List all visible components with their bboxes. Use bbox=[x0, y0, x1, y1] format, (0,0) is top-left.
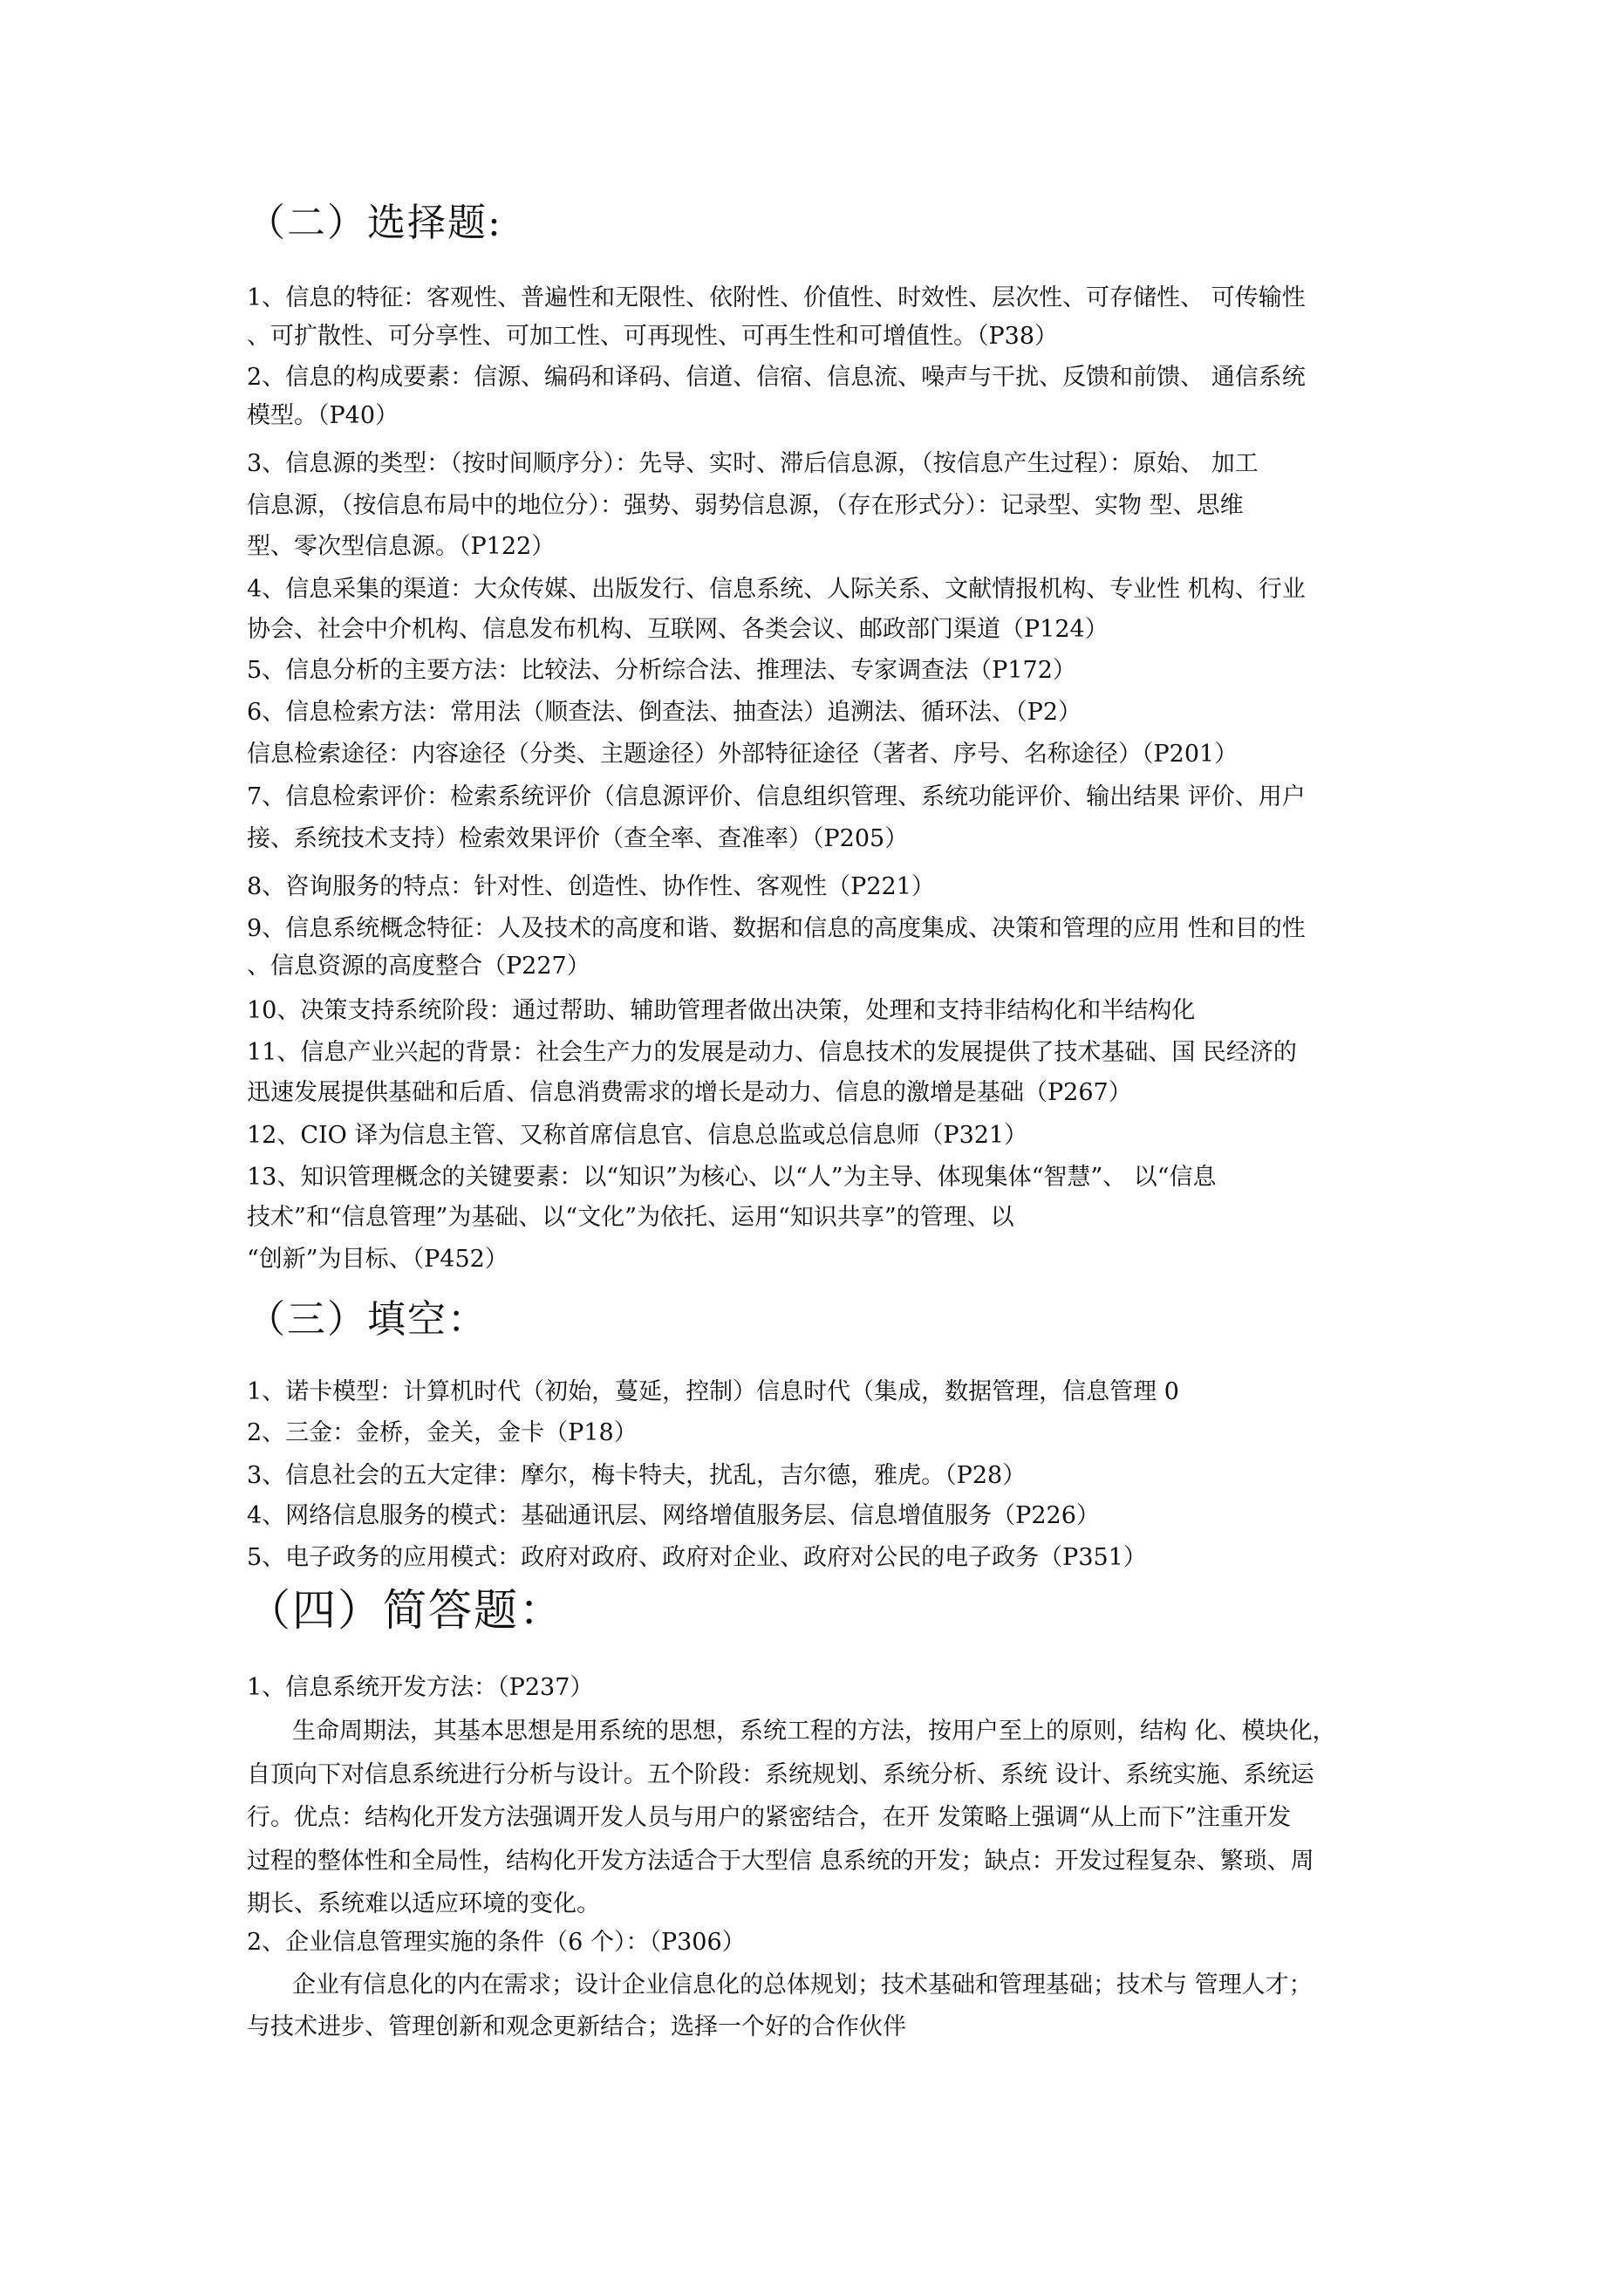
text-line: 5、信息分析的主要方法：比较法、分析综合法、推理法、专家调查法（P172） bbox=[247, 657, 1076, 684]
text-line: 、可扩散性、可分享性、可加工性、可再现性、可再生性和可增值性。（P38） bbox=[247, 323, 1059, 350]
question-title: 1、信息系统开发方法：（P237） bbox=[247, 1674, 594, 1701]
paragraph-line: 过程的整体性和全局性，结构化开发方法适合于大型信 息系统的开发；缺点：开发过程复杂、繁琐、周 bbox=[247, 1848, 1314, 1875]
text-line: 7、信息检索评价：检索系统评价（信息源评价、信息组织管理、系统功能评价、输出结果 评价、用户 bbox=[247, 783, 1306, 810]
text-line: 12、CIO 译为信息主管、又称首席信息官、信息总监或总信息师（P321） bbox=[247, 1122, 1028, 1149]
paragraph-line: 企业有信息化的内在需求；设计企业信息化的总体规划；技术基础和管理基础；技术与 管理人才； bbox=[292, 1971, 1313, 1999]
text-line: 迅速发展提供基础和后盾、信息消费需求的增长是动力、信息的激增是基础（P267） bbox=[247, 1079, 1132, 1106]
text-line: 技术”和“信息管理”为基础、以“文化”为依托、运用“知识共享”的管理、以 bbox=[247, 1204, 1014, 1231]
text-line: 信息源，（按信息布局中的地位分）：强势、弱势信息源，（存在形式分）：记录型、实物 型、思维 bbox=[247, 492, 1244, 519]
section-heading-short-answer: （四）简答题： bbox=[247, 1585, 564, 1636]
paragraph-line: 生命周期法，其基本思想是用系统的思想，系统工程的方法，按用户至上的原则，结构 化、模块化， bbox=[292, 1718, 1336, 1745]
text-line: “创新”为目标、（P452） bbox=[247, 1246, 508, 1273]
question-title: 2、企业信息管理实施的条件（6 个）：（P306） bbox=[247, 1929, 746, 1956]
text-line: 9、信息系统概念特征：人及技术的高度和谐、数据和信息的高度集成、决策和管理的应用 性和目的性 bbox=[247, 915, 1306, 942]
text-line: 、信息资源的高度整合（P227） bbox=[247, 953, 590, 980]
text-line: 2、信息的构成要素：信源、编码和译码、信道、信宿、信息流、噪声与干扰、反馈和前馈、 通信系统 bbox=[247, 364, 1306, 391]
text-line: 4、网络信息服务的模式：基础通讯层、网络增值服务层、信息增值服务（P226） bbox=[247, 1502, 1100, 1529]
text-line: 1、诺卡模型：计算机时代（初始，蔓延，控制）信息时代（集成，数据管理，信息管理 0 bbox=[247, 1378, 1179, 1405]
text-line: 协会、社会中介机构、信息发布机构、互联网、各类会议、邮政部门渠道（P124） bbox=[247, 616, 1109, 643]
text-line: 10、决策支持系统阶段：通过帮助、辅助管理者做出决策，处理和支持非结构化和半结构化 bbox=[247, 997, 1196, 1024]
text-line: 6、信息检索方法：常用法（顺查法、倒查法、抽查法）追溯法、循环法、（P2） bbox=[247, 699, 1082, 726]
text-line: 信息检索途径：内容途径（分类、主题途径）外部特征途径（著者、序号、名称途径）（P201） bbox=[247, 741, 1238, 768]
paragraph-line: 期长、系统难以适应环境的变化。 bbox=[247, 1890, 600, 1917]
text-line: 模型。（P40） bbox=[247, 402, 399, 429]
text-line: 4、信息采集的渠道：大众传媒、出版发行、信息系统、人际关系、文献情报机构、专业性 机构、行业 bbox=[247, 576, 1306, 603]
text-line: 型、零次型信息源。（P122） bbox=[247, 533, 556, 560]
text-line: 3、信息社会的五大定律：摩尔，梅卡特夫，扰乱，吉尔德，雅虎。（P28） bbox=[247, 1462, 1027, 1489]
text-line: 1、信息的特征：客观性、普遍性和无限性、依附性、价值性、时效性、层次性、可存储性、 可传输性 bbox=[247, 284, 1306, 311]
paragraph-line: 行。优点：结构化开发方法强调开发人员与用户的紧密结合，在开 发策略上强调“从上而下”注重开发 bbox=[247, 1804, 1292, 1831]
text-line: 13、知识管理概念的关键要素：以“知识”为核心、以“人”为主导、体现集体“智慧”、 以“信息 bbox=[247, 1164, 1217, 1191]
paragraph-line: 自顶向下对信息系统进行分析与设计。五个阶段：系统规划、系统分析、系统 设计、系统实施、系统运 bbox=[247, 1761, 1314, 1788]
text-line: 2、三金：金桥，金关，金卡（P18） bbox=[247, 1419, 638, 1446]
text-line: 接、系统技术支持）检索效果评价（查全率、查准率）（P205） bbox=[247, 825, 909, 852]
section-heading-choice: （二）选择题: bbox=[247, 201, 502, 245]
paragraph-line: 与技术进步、管理创新和观念更新结合；选择一个好的合作伙伴 bbox=[247, 2013, 906, 2040]
text-line: 8、咨询服务的特点：针对性、创造性、协作性、客观性（P221） bbox=[247, 873, 935, 900]
text-line: 11、信息产业兴起的背景：社会生产力的发展是动力、信息技术的发展提供了技术基础、国 民经济的 bbox=[247, 1039, 1297, 1066]
text-line: 3、信息源的类型：（按时间顺序分）：先导、实时、滞后信息源，（按信息产生过程）：原始、 加工 bbox=[247, 450, 1259, 477]
section-heading-fill: （三）填空： bbox=[247, 1297, 488, 1342]
text-line: 5、电子政务的应用模式：政府对政府、政府对企业、政府对公民的电子政务（P351） bbox=[247, 1544, 1147, 1571]
